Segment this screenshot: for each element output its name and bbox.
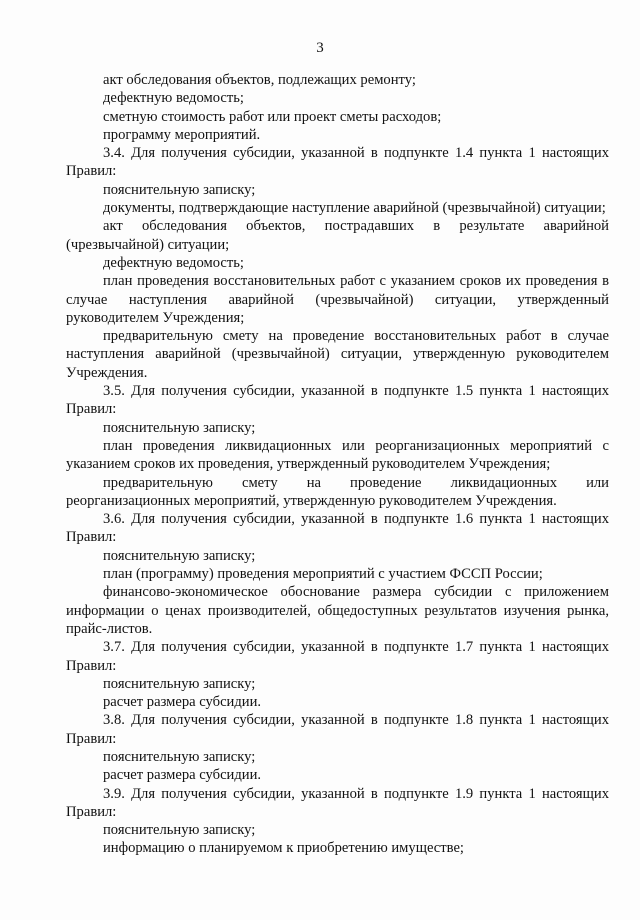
document-body xyxy=(66,71,609,858)
list-item: расчет размера субсидии. xyxy=(103,694,262,711)
list-item: план (программу) проведения мероприятий с участием ФССП России; xyxy=(103,566,543,583)
section-heading: 3.4. Для получения субсидии, указанной в подпункте 1.4 пункта 1 настоящих Правил: xyxy=(66,145,609,180)
list-item: информацию о планируемом к приобретению имуществе; xyxy=(103,840,464,857)
section-heading: 3.5. Для получения субсидии, указанной в подпункте 1.5 пункта 1 настоящих Правил: xyxy=(66,383,609,418)
page-number: 3 xyxy=(316,40,324,56)
section-heading: 3.8. Для получения субсидии, указанной в подпункте 1.8 пункта 1 настоящих Правил: xyxy=(66,712,609,747)
list-item: документы, подтверждающие наступление аварийной (чрезвычайной) ситуации; xyxy=(103,200,606,217)
list-item: план проведения ликвидационных или реорганизационных мероприятий с указанием сроков их проведения, утвержденный руководителем Учреждения; xyxy=(66,437,609,473)
list-item: дефектную ведомость; xyxy=(103,90,244,107)
list-item: акт обследования объектов, подлежащих ремонту; xyxy=(103,72,416,88)
list-item: расчет размера субсидии. xyxy=(103,767,262,784)
list-item: акт обследования объектов, пострадавших в результате аварийной (чрезвычайной) ситуации; xyxy=(66,218,609,253)
list-item: план проведения восстановительных работ с указанием сроков их проведения в случае наступления аварийной (чрезвычайной) ситуации, утвержденный руководителем Учреждения; xyxy=(66,273,609,326)
section-heading: 3.9. Для получения субсидии, указанной в подпункте 1.9 пункта 1 настоящих Правил: xyxy=(66,785,609,820)
list-item: пояснительную записку; xyxy=(103,822,256,839)
list-item: пояснительную записку; xyxy=(103,547,256,564)
section-heading: 3.7. Для получения субсидии, указанной в подпункте 1.7 пункта 1 настоящих Правил: xyxy=(66,639,609,674)
list-item: сметную стоимость работ или проект сметы расходов; xyxy=(103,108,442,125)
list-item: программу мероприятий. xyxy=(103,126,261,143)
list-item: финансово-экономическое обоснование размера субсидии с приложением информации о ценах производителей, общедоступных результатов изучения рынка, прайс-листов. xyxy=(66,584,609,637)
section-heading: 3.6. Для получения субсидии, указанной в подпункте 1.6 пункта 1 настоящих Правил: xyxy=(66,511,609,546)
list-item: пояснительную записку; xyxy=(103,181,256,198)
list-item: пояснительную записку; xyxy=(103,419,256,436)
list-item: пояснительную записку; xyxy=(103,748,256,765)
list-item: дефектную ведомость; xyxy=(103,254,244,271)
list-item: предварительную смету на проведение восстановительных работ в случае наступления аварийной (чрезвычайной) ситуации, утвержденную руководителем Учреждения. xyxy=(66,328,609,381)
list-item: предварительную смету на проведение ликвидационных или реорганизационных мероприятий, утвержденную руководителем Учреждения. xyxy=(66,474,609,509)
list-item: пояснительную записку; xyxy=(103,675,256,692)
